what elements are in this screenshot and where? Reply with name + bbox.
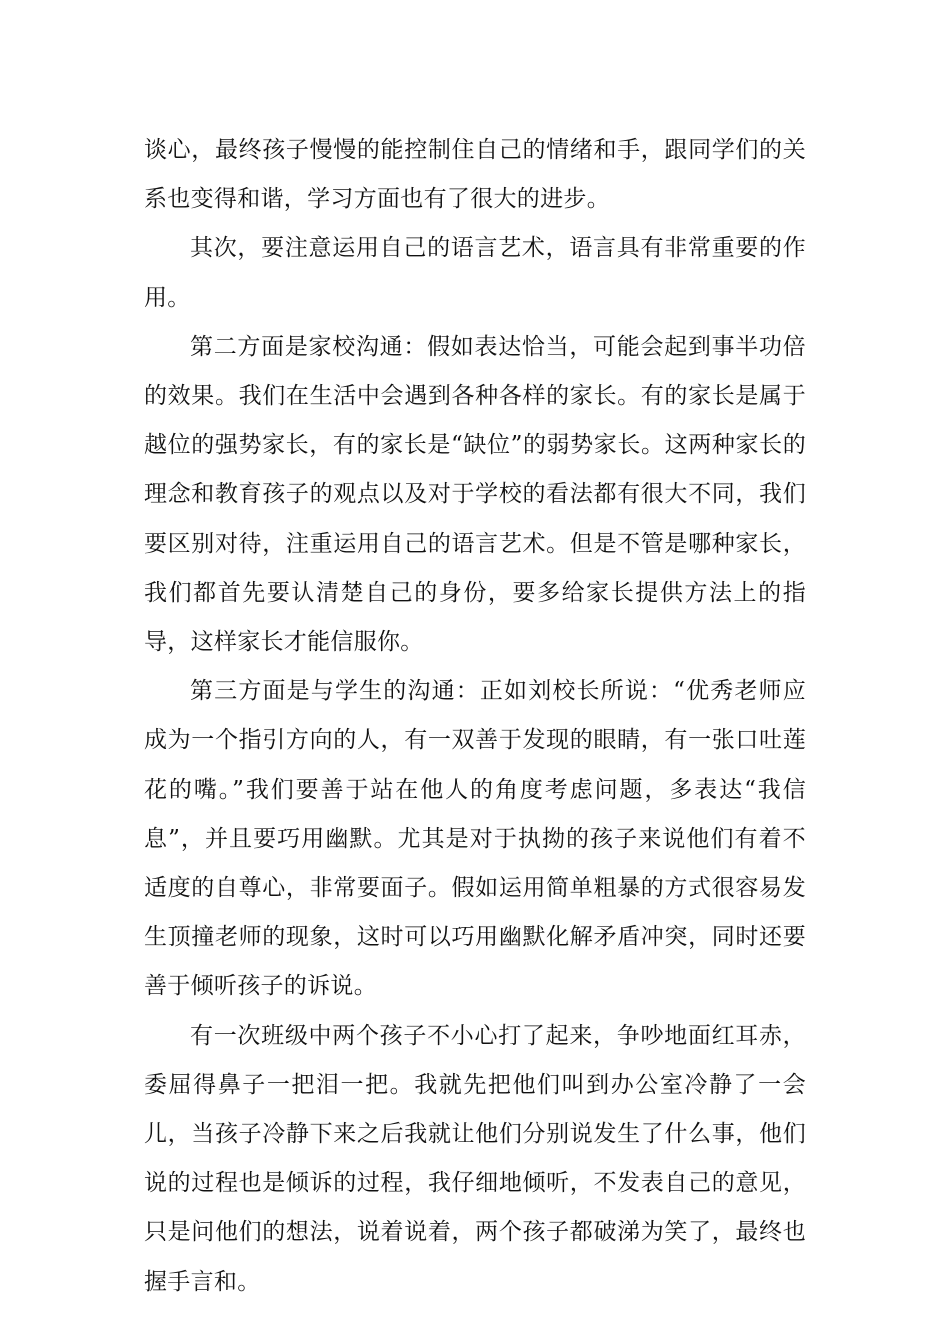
paragraph-student-communication: 第三方面是与学生的沟通：正如刘校长所说：“优秀老师应成为一个指引方向的人，有一双善于发现的眼睛，有一张口吐莲花的嘴。”我们要善于站在他人的角度考虑问题，多表达“我信息”，并且要巧用幽默。尤其是对于执拗的孩子来说他们有着不适度的自尊心，非常要面子。假如运用简单粗暴的方式很容易发生顶撞老师的现象，这时可以巧用幽默化解矛盾冲突，同时还要善于倾听孩子的诉说。 <box>144 678 806 1000</box>
paragraph-anecdote: 有一次班级中两个孩子不小心打了起来，争吵地面红耳赤，委屈得鼻子一把泪一把。我就先把他们叫到办公室冷静了一会儿，当孩子冷静下来之后我就让他们分别说发生了什么事，他们说的过程也是倾诉的过程，我仔细地倾听，不发表自己的意见，只是问他们的想法，说着说着，两个孩子都破涕为笑了，最终也握手言和。 <box>144 1022 806 1295</box>
document-body <box>144 126 806 1307</box>
paragraph-language-art: 其次，要注意运用自己的语言艺术，语言具有非常重要的作用。 <box>144 235 806 311</box>
paragraph-home-school-communication: 第二方面是家校沟通：假如表达恰当，可能会起到事半功倍的效果。我们在生活中会遇到各种各样的家长。有的家长是属于越位的强势家长，有的家长是“缺位”的弱势家长。这两种家长的理念和教育孩子的观点以及对于学校的看法都有很大不同，我们要区别对待，注重运用自己的语言艺术。但是不管是哪种家长，我们都首先要认清楚自己的身份，要多给家长提供方法上的指导，这样家长才能信服你。 <box>144 333 806 656</box>
paragraph-continuation: 谈心，最终孩子慢慢的能控制住自己的情绪和手，跟同学们的关系也变得和谐，学习方面也有了很大的进步。 <box>144 137 806 213</box>
